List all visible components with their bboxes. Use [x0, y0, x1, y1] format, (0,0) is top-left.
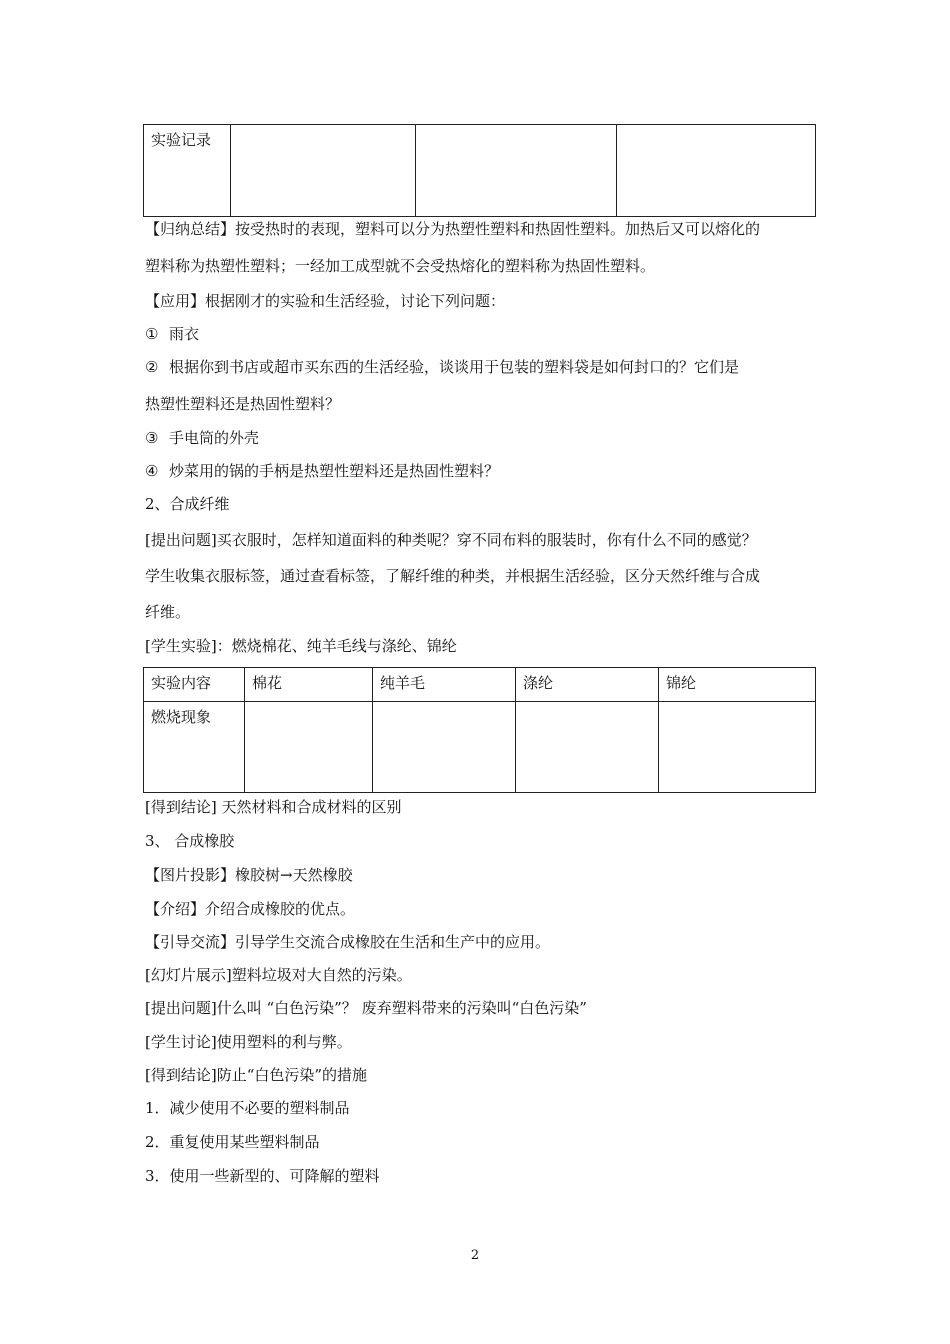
guide-line: 【引导交流】引导学生交流合成橡胶在生活和生产中的应用。 — [145, 933, 551, 951]
question-line: [提出问题]什么叫 “白色污染”？ 废弃塑料带来的污染叫“白色污染” — [145, 999, 587, 1017]
section-2-heading: 2、合成纤维 — [145, 495, 230, 513]
slides-line: [幻灯片展示]塑料垃圾对大自然的污染。 — [145, 966, 412, 984]
table-header-cell: 实验内容 — [144, 668, 245, 702]
burning-experiment-table — [143, 667, 816, 793]
conclusion-2: [得到结论]防止“白色污染”的措施 — [145, 1066, 368, 1084]
projection-line: 【图片投影】橡胶树→天然橡胶 — [145, 866, 353, 884]
discussion-line: [学生讨论]使用塑料的利与弊。 — [145, 1033, 352, 1051]
table-header-cell: 涤纶 — [516, 668, 659, 702]
conclusion-1: [得到结论] 天然材料和合成材料的区别 — [145, 798, 402, 816]
table-cell — [245, 702, 373, 793]
question-2 — [145, 357, 739, 377]
summary-line-1: 【归纳总结】按受热时的表现，塑料可以分为热塑性塑料和热固性塑料。加热后又可以熔化的 — [145, 220, 761, 238]
circled-four: ④ — [145, 462, 159, 480]
table-cell — [659, 702, 816, 793]
table-cell — [231, 125, 416, 217]
question-3-text: 手电筒的外壳 — [169, 429, 260, 447]
intro-line: 【介绍】介绍合成橡胶的优点。 — [145, 900, 356, 918]
table-cell — [516, 702, 659, 793]
summary-line-2: 塑料称为热塑性塑料；一经加工成型就不会受热熔化的塑料称为热固性塑料。 — [145, 257, 656, 275]
question-1 — [145, 324, 199, 344]
table-cell — [373, 702, 516, 793]
question-4 — [145, 461, 499, 481]
table-header-cell: 锦纶 — [659, 668, 816, 702]
experiment-record-table — [143, 124, 816, 217]
question-2-text: 根据你到书店或超市买东西的生活经验，谈谈用于包装的塑料袋是如何封口的？它们是 — [169, 358, 740, 376]
ask-line-1: [提出问题]买衣服时，怎样知道面料的种类呢？穿不同布料的服装时，你有什么不同的感觉？ — [145, 531, 757, 549]
question-1-text: 雨衣 — [169, 325, 200, 343]
table-header-cell: 棉花 — [245, 668, 373, 702]
table-header-cell: 纯羊毛 — [373, 668, 516, 702]
circled-two: ② — [145, 358, 159, 376]
table-cell-label — [144, 125, 231, 217]
page-number: 2 — [470, 1248, 480, 1263]
question-4-text: 炒菜用的锅的手柄是热塑性塑料还是热固性塑料？ — [169, 462, 500, 480]
circled-one: ① — [145, 325, 159, 343]
ask-line-3: 纤维。 — [145, 603, 191, 621]
cell-text: 实验记录 — [151, 131, 212, 149]
question-2-cont: 热塑性塑料还是热固性塑料？ — [145, 395, 341, 413]
experiment-line: [学生实验]：燃烧棉花、纯羊毛线与涤纶、锦纶 — [145, 637, 457, 655]
measure-1: 1．减少使用不必要的塑料制品 — [145, 1099, 350, 1117]
table-cell — [617, 125, 816, 217]
section-3-heading: 3、 合成橡胶 — [145, 832, 235, 850]
ask-line-2: 学生收集衣服标签，通过查看标签，了解纤维的种类，并根据生活经验，区分天然纤维与合成 — [145, 567, 761, 585]
measure-2: 2．重复使用某些塑料制品 — [145, 1133, 320, 1151]
table-cell — [416, 125, 617, 217]
apply-heading: 【应用】根据刚才的实验和生活经验，讨论下列问题： — [145, 292, 506, 310]
circled-three: ③ — [145, 429, 159, 447]
measure-3: 3．使用一些新型的、可降解的塑料 — [145, 1167, 380, 1185]
question-3 — [145, 428, 259, 448]
table-row-label: 燃烧现象 — [144, 702, 245, 793]
